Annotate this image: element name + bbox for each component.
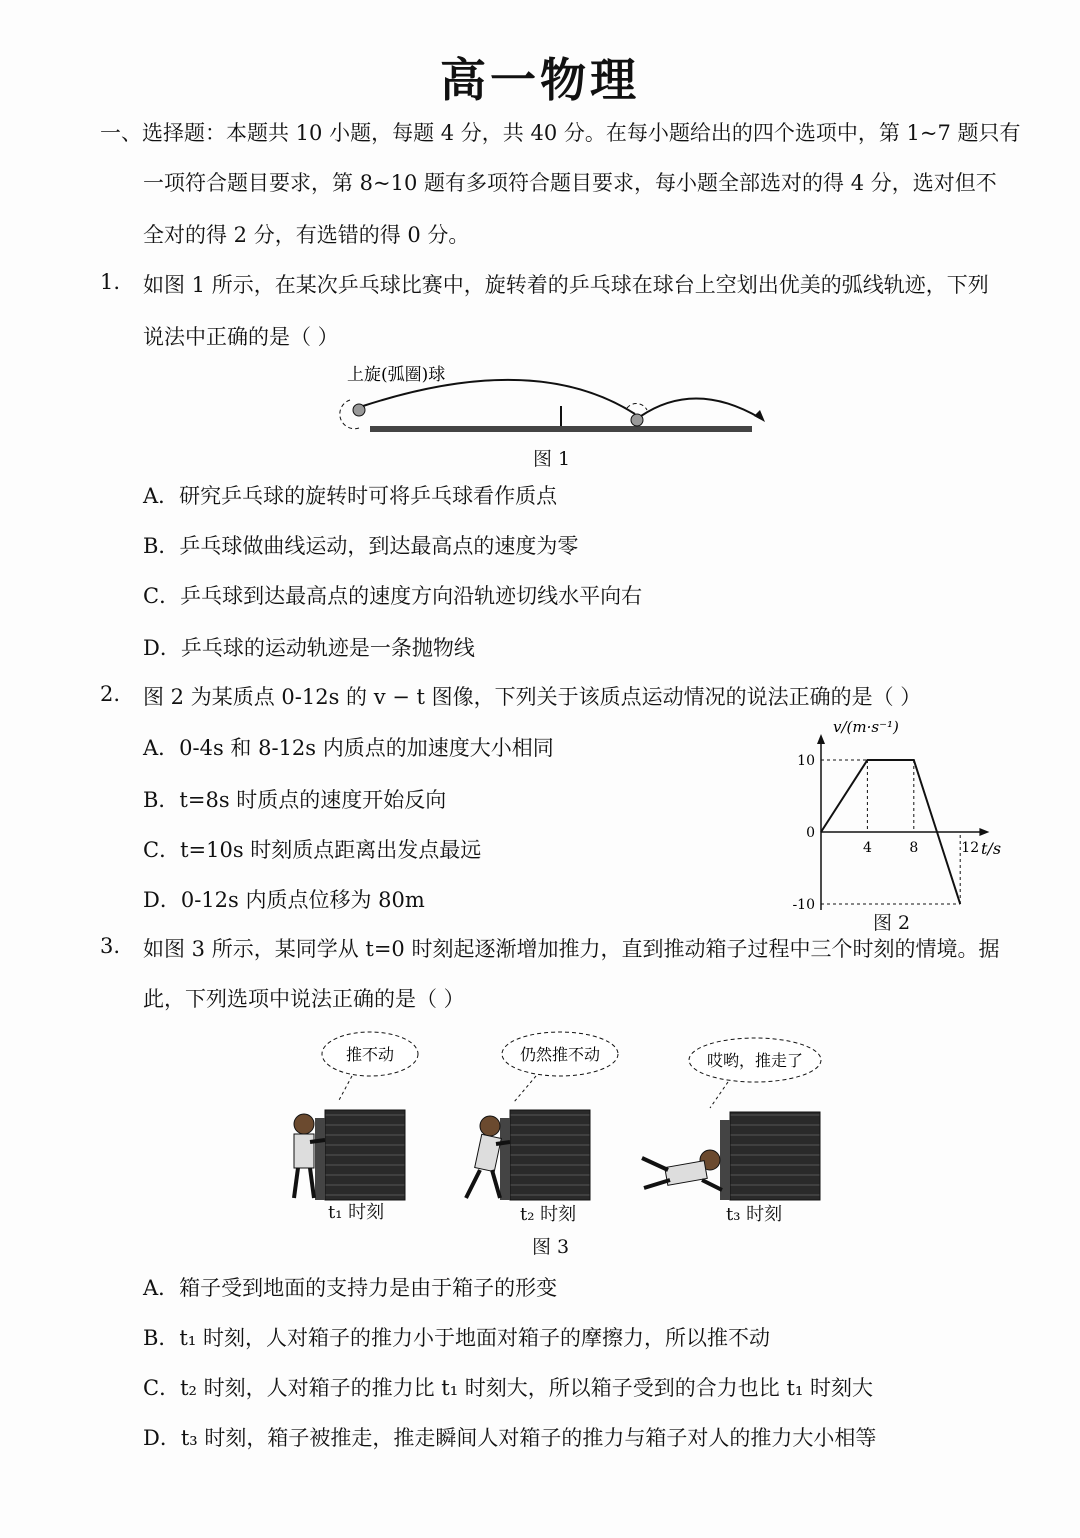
scene-3 bbox=[642, 1038, 821, 1200]
question-3-stem-line-1: 如图 3 所示，某同学从 t=0 时刻起逐渐增加推力，直到推动箱子过程中三个时刻的情境。据 bbox=[143, 937, 1000, 961]
section-instructions-line-3: 全对的得 2 分，有选错的得 0 分。 bbox=[143, 223, 470, 247]
question-1-stem-line-1: 如图 1 所示，在某次乒乓球比赛中，旋转着的乒乓球在球台上空划出优美的弧线轨迹，下列 bbox=[143, 273, 989, 297]
moment-1-label: t₁ 时刻 bbox=[328, 1202, 385, 1223]
chart-xlabel: t/s bbox=[981, 839, 1002, 858]
person-2-head bbox=[480, 1116, 500, 1136]
q1-option-d: D．乒乓球的运动轨迹是一条抛物线 bbox=[143, 636, 475, 660]
q1-option-b: B．乒乓球做曲线运动，到达最高点的速度为零 bbox=[143, 534, 579, 558]
q2-option-d: D．0-12s 内质点位移为 80m bbox=[143, 888, 425, 912]
crate-1 bbox=[325, 1110, 405, 1200]
question-3-number: 3. bbox=[100, 934, 121, 958]
crate-2-side bbox=[500, 1118, 510, 1200]
figure-2-caption: 图 2 bbox=[873, 912, 911, 934]
q2-option-a: A．0-4s 和 8-12s 内质点的加速度大小相同 bbox=[143, 736, 554, 760]
person-1-head bbox=[294, 1114, 314, 1134]
figure-1-caption: 图 1 bbox=[533, 448, 571, 470]
person-2-body bbox=[475, 1134, 502, 1171]
question-1-stem-line-2: 说法中正确的是（ ） bbox=[143, 325, 339, 349]
page-title: 高一物理 bbox=[440, 53, 640, 107]
section-instructions-line-1: 一、选择题：本题共 10 小题，每题 4 分，共 40 分。在每小题给出的四个选项中，第 1~7 题只有 bbox=[100, 121, 1021, 145]
spin-arc-bounce bbox=[627, 404, 647, 410]
person-1-body bbox=[294, 1134, 314, 1168]
y-tick-label: -10 bbox=[792, 897, 815, 913]
question-2-stem: 图 2 为某质点 0-12s 的 v − t 图像，下列关于该质点运动情况的说法正确的是（ ） bbox=[143, 685, 922, 709]
scene-2 bbox=[466, 1032, 618, 1200]
vt-chart bbox=[785, 712, 1015, 932]
q1-option-c: C．乒乓球到达最高点的速度方向沿轨迹切线水平向右 bbox=[143, 584, 643, 608]
x-tick-label: 4 bbox=[862, 840, 872, 856]
question-3-stem-line-2: 此，下列选项中说法正确的是（ ） bbox=[143, 987, 465, 1011]
bubble-2-text: 仍然推不动 bbox=[519, 1045, 601, 1064]
bubble-1-text: 推不动 bbox=[345, 1045, 395, 1064]
figure-3 bbox=[270, 1030, 840, 1264]
table-surface bbox=[370, 426, 752, 432]
y-tick-label: 10 bbox=[797, 753, 815, 769]
q1-option-a: A．研究乒乓球的旋转时可将乒乓球看作质点 bbox=[143, 484, 558, 508]
y-axis-arrow bbox=[817, 734, 825, 744]
moment-2-label: t₂ 时刻 bbox=[520, 1204, 577, 1225]
figure-1 bbox=[335, 360, 775, 474]
figure-1-label: 上旋(弧圈)球 bbox=[347, 365, 446, 385]
section-instructions-line-2: 一项符合题目要求，第 8~10 题有多项符合题目要求，每小题全部选对的得 4 分，选对但不 bbox=[143, 171, 997, 195]
chart-ylabel: v/(m·s⁻¹) bbox=[833, 718, 899, 736]
question-1-number: 1. bbox=[100, 270, 121, 294]
arrow-head bbox=[754, 410, 765, 422]
crate-2 bbox=[510, 1110, 590, 1200]
scene-1 bbox=[294, 1032, 418, 1200]
x-tick-label: 8 bbox=[909, 840, 919, 856]
q2-option-c: C．t=10s 时刻质点距离出发点最远 bbox=[143, 838, 482, 862]
bubble-3-text: 哎哟，推走了 bbox=[706, 1051, 804, 1070]
q2-option-b: B．t=8s 时质点的速度开始反向 bbox=[143, 788, 447, 812]
x-tick-label: 12 bbox=[961, 840, 980, 856]
figure-3-caption: 图 3 bbox=[532, 1236, 570, 1258]
crate-3 bbox=[730, 1112, 820, 1200]
q3-option-d: D．t₃ 时刻，箱子被推走，推走瞬间人对箱子的推力与箱子对人的推力大小相等 bbox=[143, 1426, 877, 1450]
q3-option-b: B．t₁ 时刻，人对箱子的推力小于地面对箱子的摩擦力，所以推不动 bbox=[143, 1326, 770, 1350]
y-tick-label: 0 bbox=[806, 825, 815, 841]
trajectory-after-bounce bbox=[641, 398, 760, 418]
figure-2 bbox=[785, 712, 1015, 936]
crate-1-side bbox=[315, 1118, 325, 1200]
moment-3-label: t₃ 时刻 bbox=[726, 1204, 783, 1225]
x-axis-arrow bbox=[979, 828, 989, 836]
q3-option-a: A．箱子受到地面的支持力是由于箱子的形变 bbox=[143, 1276, 558, 1300]
q3-option-c: C．t₂ 时刻，人对箱子的推力比 t₁ 时刻大，所以箱子受到的合力也比 t₁ 时刻大 bbox=[143, 1376, 874, 1400]
person-3-body bbox=[665, 1161, 708, 1186]
question-2-number: 2. bbox=[100, 682, 121, 706]
